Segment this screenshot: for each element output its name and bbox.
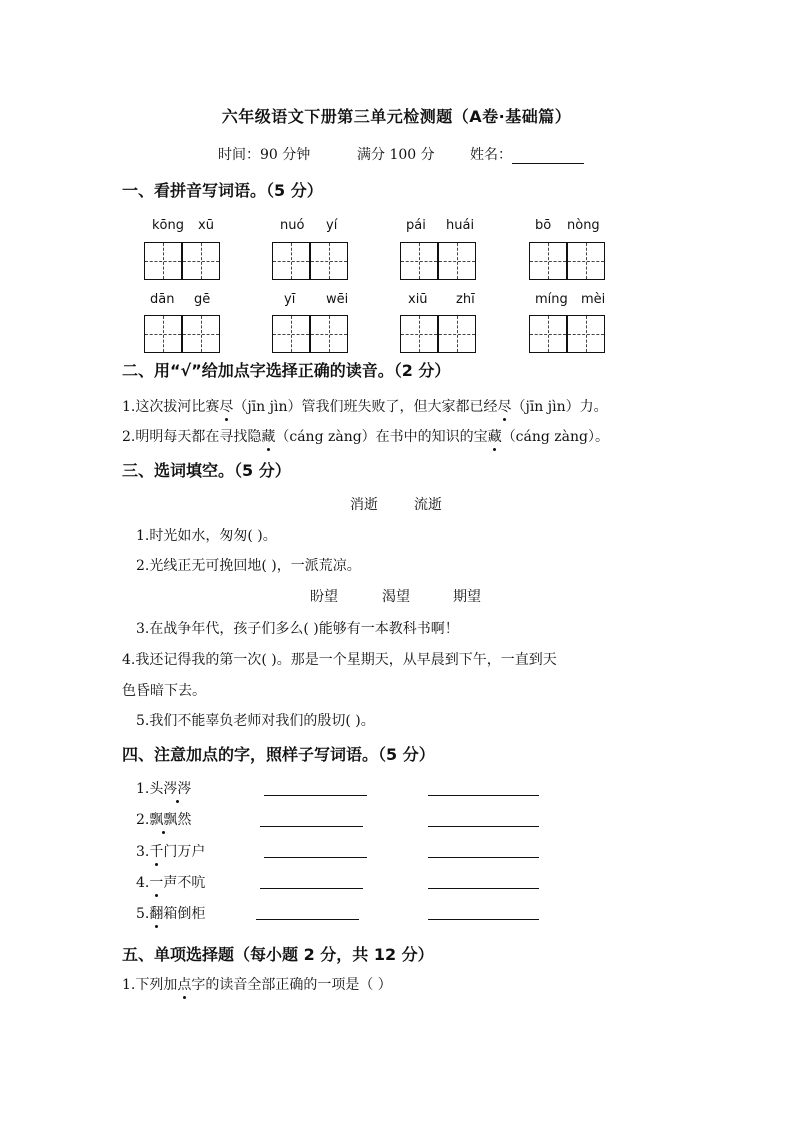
pinyin-label: pái <box>406 218 426 233</box>
answer-line[interactable] <box>428 919 539 920</box>
writing-box[interactable] <box>438 242 476 280</box>
dotted-chars: 加点字 <box>163 974 205 994</box>
s3-question-4: 4.我还记得我的第一次( )。那是一个星期天，从早晨到下午，一直到天 <box>122 652 557 668</box>
writing-box[interactable] <box>400 242 438 280</box>
grid-guide-line <box>586 243 587 279</box>
grid-guide-line <box>586 316 587 352</box>
s4-item-4: 4.一声不吭 <box>136 872 205 892</box>
name-label: 姓名： <box>470 147 512 163</box>
pinyin-label: míng <box>535 292 568 307</box>
grid-guide-line <box>163 316 164 352</box>
page-title: 六年级语文下册第三单元检测题（A卷·基础篇） <box>221 107 572 126</box>
writing-box[interactable] <box>400 315 438 353</box>
answer-line[interactable] <box>428 857 539 858</box>
pinyin-label: xū <box>198 218 214 233</box>
s5-question-1: 1.下列加点字的读音全部正确的一项是（ ） <box>122 974 392 994</box>
pinyin-label: huái <box>446 218 475 233</box>
grid-guide-line <box>548 316 549 352</box>
answer-line[interactable] <box>264 857 367 858</box>
writing-box[interactable] <box>438 315 476 353</box>
writing-box[interactable] <box>567 315 605 353</box>
s3-question-3: 3.在战争年代，孩子们多么( )能够有一本教科书啊！ <box>136 621 459 637</box>
pinyin-label: yī <box>284 292 296 307</box>
answer-line[interactable] <box>428 795 539 796</box>
answer-line[interactable] <box>428 888 539 889</box>
pinyin-label: bō <box>535 218 552 233</box>
s3-question-1: 1.时光如水，匆匆( )。 <box>136 528 277 544</box>
writing-box[interactable] <box>272 315 310 353</box>
pinyin-label: mèi <box>581 292 606 307</box>
writing-box[interactable] <box>529 315 567 353</box>
dotted-char: 飘飘 <box>149 809 177 829</box>
grid-guide-line <box>329 316 330 352</box>
score-info: 满分 100 分 <box>357 147 435 163</box>
word-choice: 盼望 <box>310 589 338 605</box>
answer-line[interactable] <box>264 795 367 796</box>
s4-item-1: 1.头涔涔 <box>136 778 191 798</box>
s3-question-5: 5.我们不能辜负老师对我们的殷切( )。 <box>136 713 375 729</box>
writing-box[interactable] <box>310 315 348 353</box>
writing-box[interactable] <box>529 242 567 280</box>
section-4-heading: 四、注意加点的字，照样子写词语。（5 分） <box>122 745 435 764</box>
writing-box[interactable] <box>144 242 182 280</box>
writing-box[interactable] <box>144 315 182 353</box>
section-1-heading: 一、看拼音写词语。（5 分） <box>122 181 323 200</box>
dotted-char: 千 <box>149 841 163 861</box>
grid-guide-line <box>548 243 549 279</box>
word-choice: 消逝 <box>350 497 378 513</box>
pinyin-label: nòng <box>567 218 600 233</box>
dotted-char: 一 <box>149 872 163 892</box>
section-5-heading: 五、单项选择题（每小题 2 分，共 12 分） <box>122 945 434 964</box>
dotted-char: 藏 <box>261 426 275 446</box>
grid-guide-line <box>419 243 420 279</box>
pinyin-label: nuó <box>280 218 305 233</box>
writing-box[interactable] <box>182 242 220 280</box>
grid-guide-line <box>457 243 458 279</box>
grid-guide-line <box>457 316 458 352</box>
word-choice: 渴望 <box>382 589 410 605</box>
answer-line[interactable] <box>428 826 539 827</box>
grid-guide-line <box>291 316 292 352</box>
grid-guide-line <box>201 316 202 352</box>
pinyin-label: yí <box>326 218 338 233</box>
pinyin-label: gē <box>194 292 211 307</box>
answer-line[interactable] <box>256 919 359 920</box>
time-info: 时间：90 分钟 <box>218 147 311 163</box>
writing-box[interactable] <box>272 242 310 280</box>
answer-line[interactable] <box>260 888 363 889</box>
name-field <box>470 144 584 164</box>
dotted-char: 尽 <box>219 396 233 416</box>
writing-box[interactable] <box>567 242 605 280</box>
grid-guide-line <box>163 243 164 279</box>
s4-item-5: 5.翻箱倒柜 <box>136 903 205 923</box>
writing-box[interactable] <box>310 242 348 280</box>
pinyin-label: xiū <box>408 292 428 307</box>
pinyin-label: zhī <box>456 292 475 307</box>
s4-item-2: 2.飘飘然 <box>136 809 191 829</box>
dotted-char: 翻 <box>149 903 163 923</box>
grid-guide-line <box>419 316 420 352</box>
word-choice: 流逝 <box>414 497 442 513</box>
s2-question-1: 1.这次拔河比赛尽（jīn jìn）管我们班失败了，但大家都已经尽（jīn jìn）力。 <box>122 396 608 416</box>
s3-question-4-cont: 色昏暗下去。 <box>122 683 206 699</box>
s2-question-2: 2.明明每天都在寻找隐藏（cáng zàng）在书中的知识的宝藏（cáng zàng）。 <box>122 426 609 446</box>
grid-guide-line <box>201 243 202 279</box>
dotted-char: 尽 <box>497 396 511 416</box>
answer-line[interactable] <box>260 826 363 827</box>
name-blank[interactable] <box>512 149 584 164</box>
pinyin-label: dān <box>150 292 175 307</box>
s3-question-2: 2.光线正无可挽回地( )，一派荒凉。 <box>136 558 361 574</box>
pinyin-label: kōng <box>152 218 184 233</box>
grid-guide-line <box>291 243 292 279</box>
grid-guide-line <box>329 243 330 279</box>
writing-box[interactable] <box>182 315 220 353</box>
section-3-heading: 三、选词填空。（5 分） <box>122 461 291 480</box>
section-2-heading: 二、用“√”给加点字选择正确的读音。（2 分） <box>122 361 451 380</box>
pinyin-label: wēi <box>326 292 349 307</box>
s4-item-3: 3.千门万户 <box>136 841 205 861</box>
dotted-char: 藏 <box>488 426 502 446</box>
word-choice: 期望 <box>453 589 481 605</box>
dotted-char: 涔涔 <box>163 778 191 798</box>
